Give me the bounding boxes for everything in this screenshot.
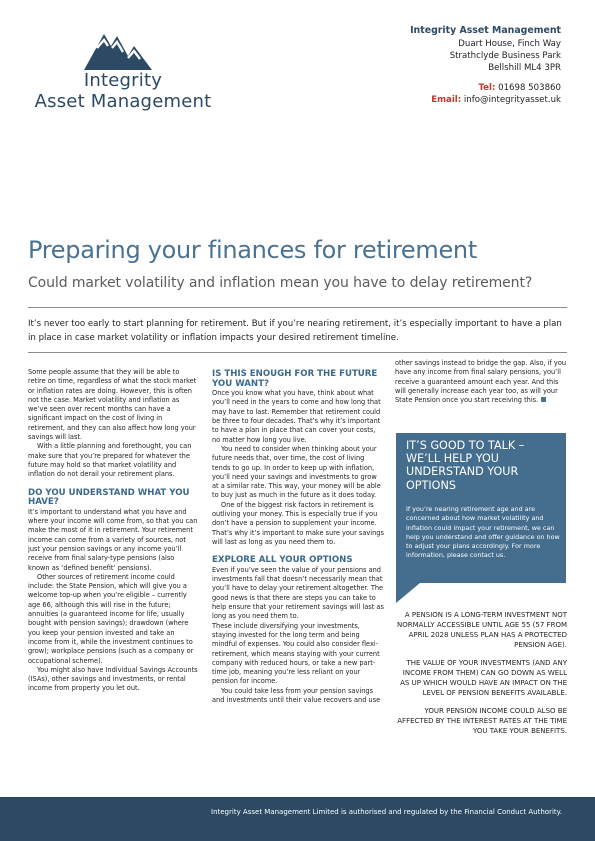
divider-bottom [28, 352, 567, 353]
contact-company: Integrity Asset Management [410, 25, 561, 36]
section-heading: DO YOU UNDERSTAND WHAT YOU HAVE? [28, 487, 190, 508]
page-subtitle: Could market volatility and inflation mean you have to delay retirement? [28, 275, 533, 291]
logo-mountain-icon [84, 26, 152, 70]
risk-warning: YOUR PENSION INCOME COULD ALSO BE AFFECTED BY THE INTEREST RATES AT THE TIME YOU TAKE YOUR BENEFITS. [397, 707, 567, 735]
logo-line-2: Asset Management [34, 91, 212, 112]
risk-warning: A PENSION IS A LONG-TERM INVESTMENT NOT NORMALLY ACCESSIBLE UNTIL AGE 55 (57 FROM APRIL 2028 UNLESS PLAN HAS A PROTECTED PENSION AGE). [397, 611, 567, 649]
email-label: Email: [431, 95, 462, 105]
contact-tel-line [410, 82, 561, 94]
body-paragraph [395, 359, 567, 405]
tel-value[interactable]: 01698 503860 [498, 83, 561, 93]
contact-address-1: Duart House, Finch Way [458, 39, 561, 49]
body-paragraph: Other sources of retirement income could include: the State Pension, which will give you a welcome top-up when you’re eligible – currently age 66, although this will rise in the future; annuities (a guaranteed income for life, usually bought with pension savings); drawdown (where you keep your pension invested and take an income from it, while the investment continues to grow); workplace pensions (such as a company or occupational scheme). [28, 572, 194, 665]
contact-block [410, 25, 561, 106]
body-paragraph: Some people assume that they will be able to retire on time, regardless of what the stock market or inflation rates are doing. However, this is often not the case. Market volatility and inflation as we’ve seen over recent months can have a significant impact on the cost of living in retirement, and they can also affect how long your savings will last. [28, 368, 197, 442]
body-paragraph: You might also have Individual Savings Accounts (ISAs), other savings and investments, or rental income from property you let out. [28, 665, 198, 693]
divider-top [28, 307, 567, 308]
body-paragraph: You need to consider when thinking about your future needs that, over time, the cost of living tends to go up. In order to keep up with inflation, you’ll need your savings and investments to grow at a similar rate. This way, your money will be able to buy just as much in the future as it does today. [212, 444, 381, 500]
contact-address-2: Strathclyde Business Park [449, 51, 561, 61]
callout-title: IT’S GOOD TO TALK – WE’LL HELP YOU UNDERSTAND YOUR OPTIONS [406, 439, 525, 492]
footer-bar [0, 797, 595, 841]
body-paragraph: You could take less from your pension savings and investments until their value recovers and use [212, 686, 381, 704]
email-value[interactable]: info@integrityasset.uk [463, 95, 561, 105]
risk-warning: THE VALUE OF YOUR INVESTMENTS (AND ANY INCOME FROM THEM) CAN GO DOWN AS WELL AS UP WHICH WOULD HAVE AN IMPACT ON THE LEVEL OF PENSION BENEFITS AVAILABLE. [400, 659, 567, 697]
callout-notch [396, 583, 420, 603]
body-paragraph: One of the biggest risk factors in retirement is outliving your money. This is especially true if you don’t have a pension to supplement your income. That’s why it’s important to make sure your savings will last as long as you need them to. [212, 500, 384, 546]
risk-warnings [395, 610, 567, 744]
section-heading: IS THIS ENOUGH FOR THE FUTURE YOU WANT? [212, 369, 378, 389]
footer-text: Integrity Asset Management Limited is authorised and regulated by the Financial Conduct Authority. [211, 808, 562, 816]
column-3 [395, 359, 567, 405]
callout-box [396, 433, 566, 583]
logo-wordmark [28, 70, 218, 112]
body-paragraph: It’s important to understand what you have and where your income will come from, so that you can make the most of it in retirement. Your retirement income can come from a variety of sources, not just your pension savings or any income you’ll receive from final salary-type pensions (also known as ‘defined benefit’ pensions). [28, 507, 198, 572]
callout-body: If you’re nearing retirement age and are concerned about how market volatility and inflation could impact your retirement, we can help you understand and offer guidance on how to adjust your plans accordingly. For more information, please contact us. [406, 505, 560, 560]
section-heading: EXPLORE ALL YOUR OPTIONS [212, 555, 353, 566]
body-paragraph: Even if you’ve seen the value of your pensions and investments fall that doesn’t necessarily mean that you’ll have to delay your retirement altogether. The good news is that there are steps you can take to help ensure that your retirement savings will last as long as you need them to. [212, 565, 384, 621]
intro-paragraph: It’s never too early to start planning for retirement. But if you’re nearing retirement, it’s especially important to have a plan in place in case market volatility or inflation impacts your desired retirement timeline. [28, 319, 562, 343]
body-paragraph-text: other savings instead to bridge the gap. Also, if you have any income from final salary pensions, you’ll receive a guaranteed amount each year. And this will generally increase each year too, as will your State Pension once you start receiving this. [395, 359, 567, 405]
end-square-icon [541, 397, 546, 402]
column-1 [28, 368, 198, 694]
tel-label: Tel: [478, 83, 496, 93]
body-paragraph: These include diversifying your investments, staying invested for the long term and being mindful of expenses. You could also consider flexi-retirement, which means staying with your current company with reduced hours, or take a new part-time job, meaning you’re less reliant on your pension for income. [212, 621, 380, 686]
body-paragraph: With a little planning and forethought, you can make sure that you’re prepared for whatever the future may hold so that market volatility and inflation do not derail your retirement plans. [28, 442, 192, 479]
body-paragraph: Once you know what you have, think about what you’ll need in the years to come and how long that may have to last. Remember that retirement could be three to four decades. That’s why it’s important to have a plan in place that can cover your costs, no matter how long you live. [212, 389, 381, 444]
page-title: Preparing your finances for retirement [28, 236, 477, 264]
logo-line-1: Integrity [83, 70, 163, 91]
column-2 [212, 370, 384, 705]
contact-email-line [410, 94, 561, 106]
contact-address-3: Bellshill ML4 3PR [488, 63, 561, 73]
